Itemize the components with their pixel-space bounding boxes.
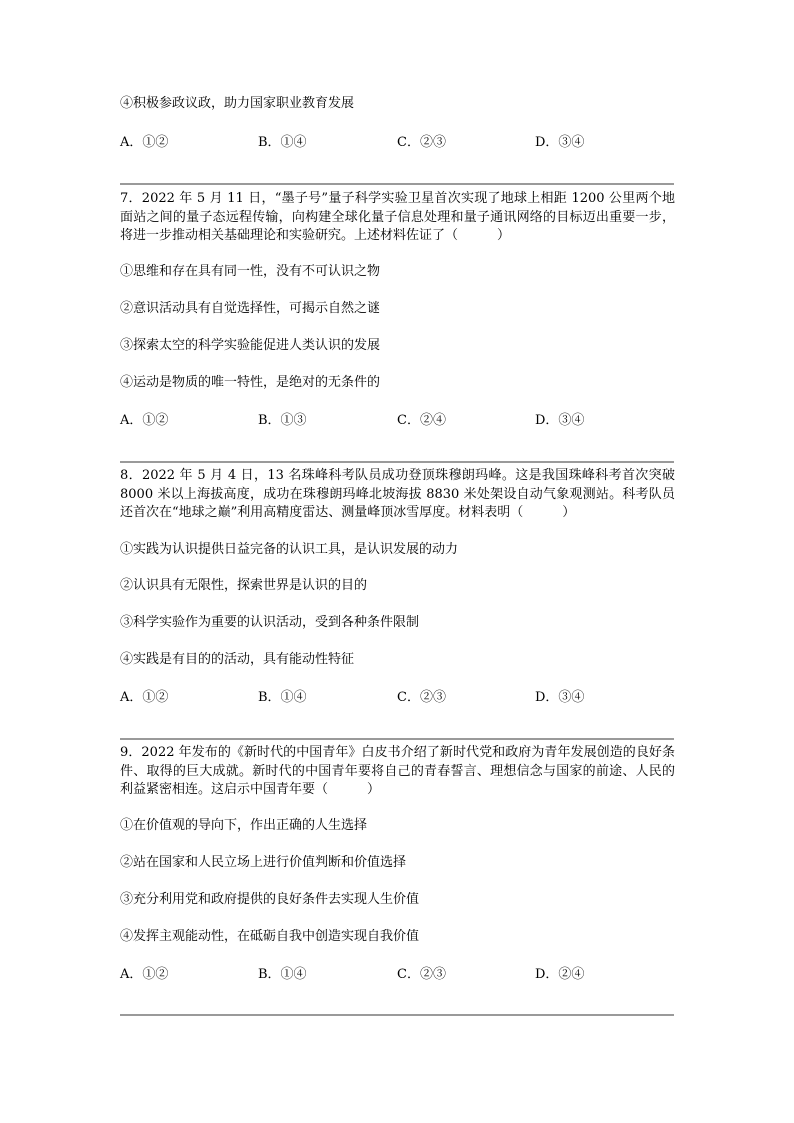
question-7-option-1: ①思维和存在具有同一性，没有不可认识之物 [120,264,381,279]
question-8-option-1: ①实践为认识提供日益完备的认识工具，是认识发展的动力 [120,542,459,557]
choice-c[interactable]: C．②③ [397,690,446,705]
question-9-answer-choices [120,966,680,984]
question-8-stem: 8．2022 年 5 月 4 日，13 名珠峰科考队员成功登顶珠穆朗玛峰。这是我国珠峰科考首次突破 8000 米以上海拔高度，成功在珠穆朗玛峰北坡海拔 8830 米处架设自动气象观测站。科考队员还首次在“地球之巅”利用高精度雷达、测量峰顶冰雪厚度。材料表明（ ） [120,468,675,520]
question-divider [120,1014,674,1016]
question-9-stem: 9．2022 年发布的《新时代的中国青年》白皮书介绍了新时代党和政府为青年发展创造的良好条件、取得的巨大成就。新时代的中国青年要将自己的青春誓言、理想信念与国家的前途、人民的利益紧密相连。这启示中国青年要（ ） [120,745,675,797]
question-divider [120,461,674,463]
question-divider [120,183,674,185]
choice-b[interactable]: B．①④ [258,690,307,705]
choice-b[interactable]: B．①③ [258,413,307,428]
question-8-option-3: ③科学实验作为重要的认识活动，受到各种条件限制 [120,615,420,630]
question-8-answer-choices [120,689,680,707]
option-text: ④积极参政议政，助力国家职业教育发展 [120,96,355,111]
question-8-option-4: ④实践是有目的的活动，具有能动性特征 [120,652,355,667]
answer-choices [120,134,680,152]
choice-c[interactable]: C．②③ [397,967,446,982]
choice-a[interactable]: A．①② [120,135,169,150]
choice-b[interactable]: B．①④ [258,135,307,150]
choice-c[interactable]: C．②④ [397,413,446,428]
question-7-answer-choices [120,412,680,430]
choice-a[interactable]: A．①② [120,690,169,705]
question-7-stem: 7．2022 年 5 月 11 日，“墨子号”量子科学实验卫星首次实现了地球上相距 1200 公里两个地面站之间的量子态远程传输，向构建全球化量子信息处理和量子通讯网络的目标迈出重要一步，将进一步推动相关基础理论和实验研究。上述材料佐证了（ ） [120,191,675,243]
choice-d[interactable]: D．③④ [535,413,585,428]
choice-d[interactable]: D．③④ [535,690,585,705]
question-9-option-1: ①在价值观的导向下，作出正确的人生选择 [120,818,368,833]
question-7-option-3: ③探索太空的科学实验能促进人类认识的发展 [120,338,381,353]
choice-d[interactable]: D．③④ [535,135,585,150]
choice-a[interactable]: A．①② [120,967,169,982]
choice-b[interactable]: B．①④ [258,967,307,982]
question-9-option-3: ③充分利用党和政府提供的良好条件去实现人生价值 [120,892,420,907]
question-9-option-4: ④发挥主观能动性，在砥砺自我中创造实现自我价值 [120,929,420,944]
question-8-option-2: ②认识具有无限性，探索世界是认识的目的 [120,578,368,593]
choice-d[interactable]: D．②④ [535,967,585,982]
question-divider [120,738,674,740]
question-7-option-4: ④运动是物质的唯一特性，是绝对的无条件的 [120,375,381,390]
question-9-option-2: ②站在国家和人民立场上进行价值判断和价值选择 [120,855,407,870]
choice-c[interactable]: C．②③ [397,135,446,150]
choice-a[interactable]: A．①② [120,413,169,428]
question-7-option-2: ②意识活动具有自觉选择性，可揭示自然之谜 [120,301,381,316]
